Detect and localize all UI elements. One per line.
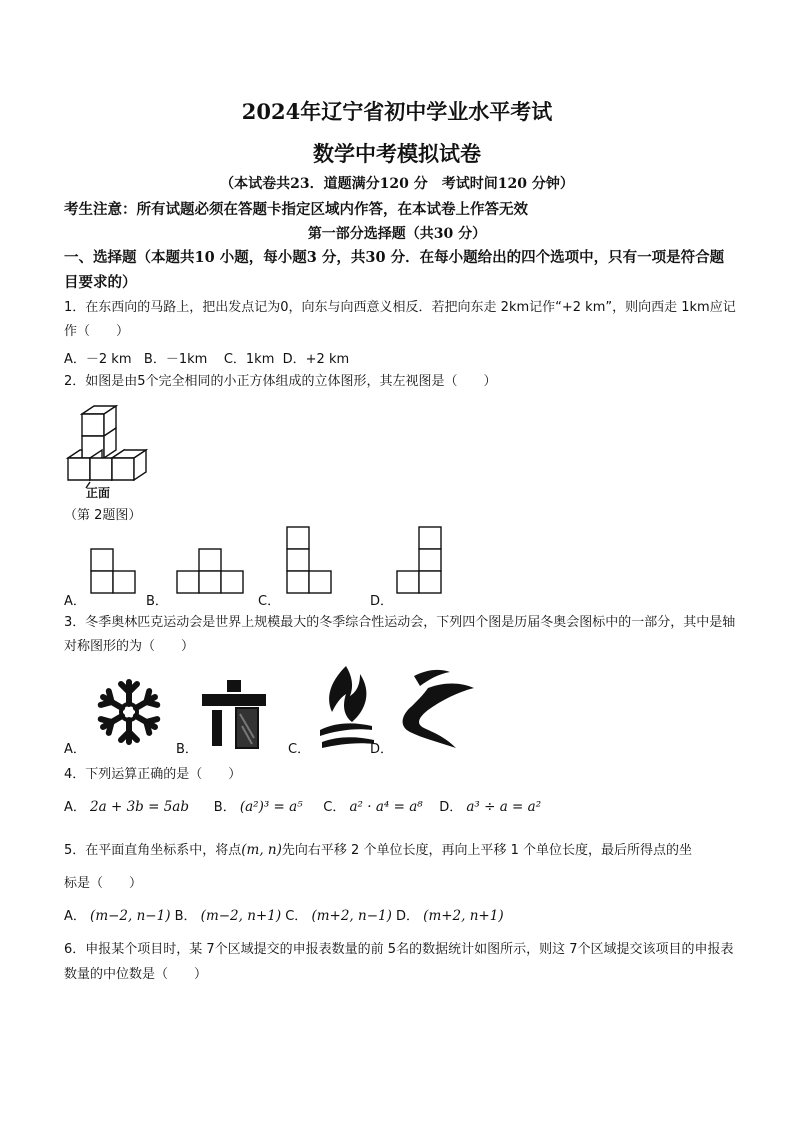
question-4-stem: 4．下列运算正确的是（ ） (64, 767, 242, 782)
q4-option-b-label: B． (213, 800, 236, 815)
ribbon-emblem-icon (398, 666, 478, 750)
question-5-options (64, 905, 504, 924)
q2-option-b: B． (146, 594, 168, 609)
figure-2-caption: （第 2题图） (64, 508, 142, 523)
q4-option-d-label: D． (439, 800, 463, 815)
q3-option-c: C． (288, 742, 311, 757)
cube-right (112, 450, 146, 480)
q5-stem-part2: 先向右平移 2 个单位长度，再向上平移 1 个单位长度，最后所得点的坐 (281, 843, 692, 858)
q1-option-d: D．+2 km (282, 352, 350, 367)
question-1-stem: 1．在东西向的马路上，把出发点记为0，向东与向西意义相反．若把向东走 2km记作“+2 km”，则向西走 1km应记作（ ） (64, 300, 736, 339)
q4-option-a: 2a + 3b = 5ab (90, 799, 189, 815)
q3-option-b: B． (176, 742, 198, 757)
question-5-stem-line2: 标是（ ） (64, 876, 143, 891)
q5-point: (m, n) (241, 842, 282, 858)
q1-option-c: C．1km (223, 352, 275, 367)
q5-option-b-label: B． (174, 909, 197, 924)
q5-option-d-label: D． (396, 909, 420, 924)
q5-option-a-label: A． (64, 909, 86, 924)
q3-option-a: A． (64, 742, 86, 757)
q4-option-a-label: A． (64, 800, 86, 815)
q4-option-c: a² · a⁴ = a⁸ (349, 799, 423, 815)
q5-option-c-label: C． (285, 909, 308, 924)
q3-option-d: D． (370, 742, 394, 757)
flame-emblem-icon (316, 664, 378, 750)
question-3-stem: 3．冬季奥林匹克运动会是世界上规模最大的冬季综合性运动会，下列四个图是历届冬奥会图标中的一部分，其中是轴对称图形的为（ ） (64, 615, 736, 654)
q2-view-c (286, 526, 336, 598)
section-heading: 一、选择题（本题共10 小题，每小题3 分，共30 分．在每小题给出的四个选项中，只有一项是符合题目要求的） (64, 249, 725, 291)
exam-note: （本试卷共23．道题满分120 分 考试时间120 分钟） (220, 176, 574, 192)
q5-stem-part1: 5．在平面直角坐标系中，将点 (64, 843, 242, 858)
q2-view-b (176, 548, 246, 596)
inukshuk-emblem-icon (200, 678, 270, 750)
question-6-stem: 6．申报某个项目时，某 7个区域提交的申报表数量的前 5名的数据统计如图所示，则这 7个区域提交该项目的申报表数量的中位数是（ ） (64, 942, 734, 982)
q4-option-d: a³ ÷ a = a² (466, 799, 542, 815)
question-4-options (64, 796, 541, 815)
q5-option-b: (m−2, n+1) (200, 908, 282, 924)
exam-subtitle: 数学中考模拟试卷 (313, 141, 481, 166)
question-2-stem: 2．如图是由5个完全相同的小正方体组成的立体图形，其左视图是（ ） (64, 374, 497, 389)
q2-view-d (396, 526, 446, 598)
q2-option-d: D． (370, 594, 394, 609)
snowflake-emblem-icon (94, 674, 164, 750)
q2-option-c: C． (258, 594, 281, 609)
q4-option-c-label: C． (323, 800, 346, 815)
question-5-stem (64, 838, 736, 863)
exam-title: 2024年辽宁省初中学业水平考试 (241, 99, 553, 124)
q1-option-a: A．－2 km (64, 352, 132, 367)
q5-option-d: (m+2, n+1) (423, 908, 504, 924)
question-1-options (64, 348, 349, 367)
q2-view-a (90, 548, 138, 596)
q5-option-c: (m+2, n−1) (311, 908, 392, 924)
q2-option-a: A． (64, 594, 86, 609)
front-label: 正面 (86, 486, 111, 500)
candidate-warning: 考生注意：所有试题必须在答题卡指定区域内作答，在本试卷上作答无效 (64, 201, 528, 218)
q4-option-b: (a²)³ = a⁵ (239, 799, 303, 815)
q1-option-b: B．－1km (143, 352, 208, 367)
part-title: 第一部分选择题（共30 分） (307, 226, 487, 242)
q5-option-a: (m−2, n−1) (90, 908, 171, 924)
